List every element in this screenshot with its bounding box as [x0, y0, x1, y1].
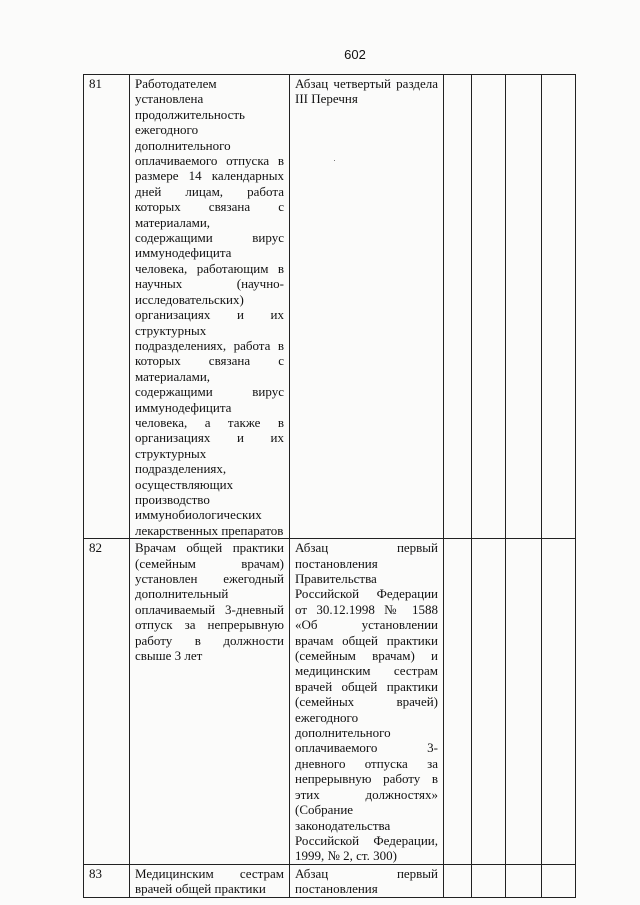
- empty-cell: [472, 864, 506, 897]
- requirements-table: [83, 74, 576, 898]
- requirement-text: Работодателем установлена продолжительность ежегодного дополнительного оплачиваемого отпуска в размере 14 календарных дней лицам, работа которых связана с материалами, содержащими вирус иммунодефицита человека, работающим в научных (научно-исследовательских) организациях и их структурных подразделениях, работа в которых связана с материалами, содержащими вирус иммунодефицита человека, а также в организациях и их структурных подразделениях, осуществляющих производство иммунобиологических лекарственных препаратов: [130, 75, 290, 539]
- row-number: 83: [84, 864, 130, 897]
- empty-cell: [444, 864, 472, 897]
- scan-speck: [334, 160, 335, 161]
- legal-source-text: Абзац первый постановления: [290, 864, 444, 897]
- empty-cell: [444, 75, 472, 539]
- legal-source-text: Абзац четвертый раздела III Перечня: [290, 75, 444, 539]
- empty-cell: [444, 539, 472, 865]
- row-number: 82: [84, 539, 130, 865]
- empty-cell: [506, 75, 542, 539]
- table-row: [84, 75, 576, 539]
- table-row: [84, 539, 576, 865]
- empty-cell: [506, 539, 542, 865]
- empty-cell: [542, 539, 576, 865]
- empty-cell: [542, 864, 576, 897]
- empty-cell: [542, 75, 576, 539]
- table-row: [84, 864, 576, 897]
- row-number: 81: [84, 75, 130, 539]
- legal-source-text: Абзац первый постановления Правительства Российской Федерации от 30.12.1998 № 1588 «Об установлении врачам общей практики (семейным врачам) и медицинским сестрам врачей общей практики (семейных врачей) ежегодного дополнительного оплачиваемого 3-дневного отпуска за непрерывную работу в этих должностях» (Собрание законодательства Российской Федерации, 1999, № 2, ст. 300): [290, 539, 444, 865]
- page-number: 602: [344, 47, 366, 62]
- empty-cell: [472, 539, 506, 865]
- empty-cell: [506, 864, 542, 897]
- requirement-text: Врачам общей практики (семейным врачам) установлен ежегодный дополнительный оплачиваемый 3-дневный отпуск за непрерывную работу в должности свыше 3 лет: [130, 539, 290, 865]
- requirement-text: Медицинским сестрам врачей общей практики: [130, 864, 290, 897]
- empty-cell: [472, 75, 506, 539]
